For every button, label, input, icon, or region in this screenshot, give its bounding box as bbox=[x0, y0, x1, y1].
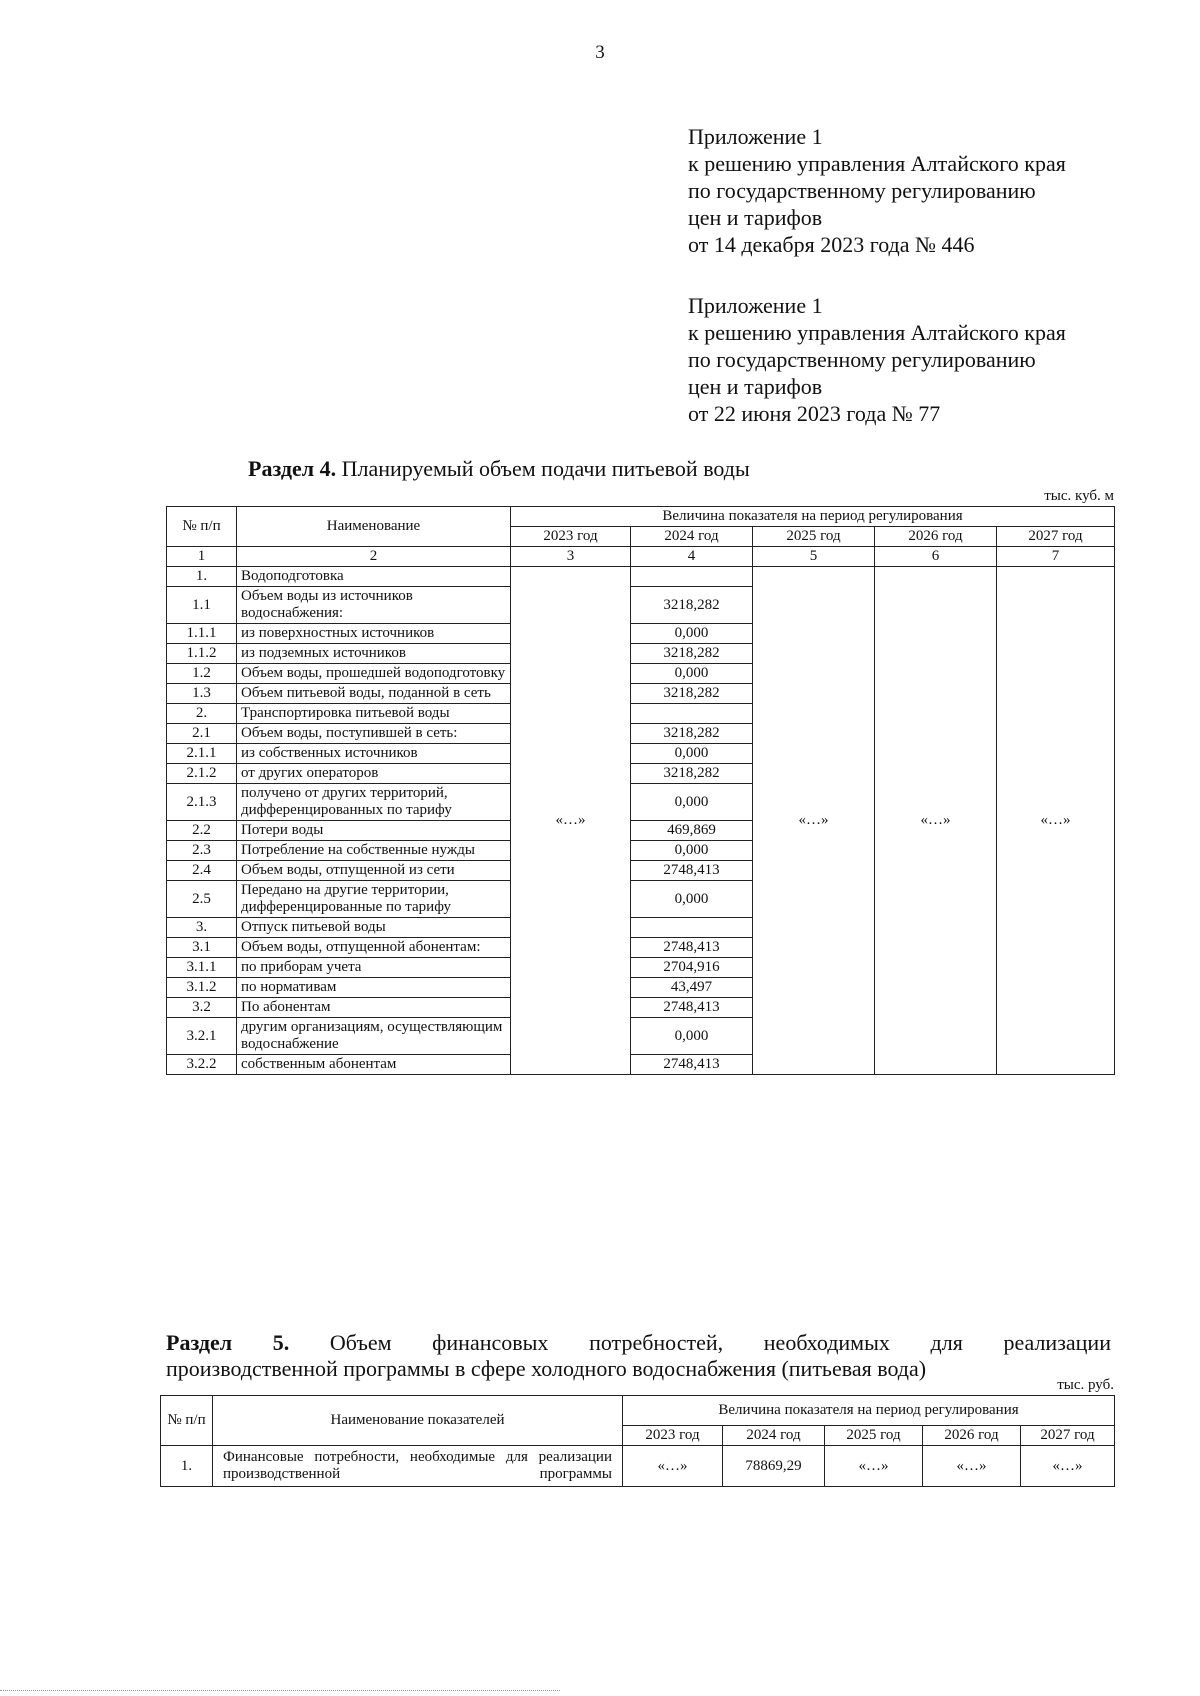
appendix-line: к решению управления Алтайского края bbox=[688, 320, 1066, 345]
section5-title-line2: производственной программы в сфере холодного водоснабжения (питьевая вода) bbox=[166, 1356, 927, 1381]
cell-2023: «…» bbox=[623, 1446, 723, 1487]
row-name: Объем воды из источников водоснабжения: bbox=[237, 587, 511, 624]
header-num: № п/п bbox=[161, 1396, 213, 1446]
header-year: 2023 год bbox=[511, 527, 631, 547]
row-name: Водоподготовка bbox=[237, 567, 511, 587]
column-number: 3 bbox=[511, 547, 631, 567]
header-year: 2025 год bbox=[753, 527, 875, 547]
section5-unit: тыс. руб. bbox=[1057, 1377, 1114, 1393]
cell-2024 bbox=[631, 704, 753, 724]
cell-2024: 2748,413 bbox=[631, 938, 753, 958]
cell-2024: 0,000 bbox=[631, 1018, 753, 1055]
row-num: 2.1.1 bbox=[167, 744, 237, 764]
row-num: 3.1 bbox=[167, 938, 237, 958]
row-num: 3.2.1 bbox=[167, 1018, 237, 1055]
row-num: 3. bbox=[167, 918, 237, 938]
row-name: Финансовые потребности, необходимые для реализации производственной программы bbox=[213, 1446, 623, 1487]
cell-2024: 2748,413 bbox=[631, 998, 753, 1018]
header-year: 2024 год bbox=[631, 527, 753, 547]
header-year: 2025 год bbox=[825, 1426, 923, 1446]
table-row bbox=[161, 1446, 1115, 1487]
appendix-line: от 14 декабря 2023 года № 446 bbox=[688, 232, 975, 257]
row-num: 2.1 bbox=[167, 724, 237, 744]
row-num: 2.1.3 bbox=[167, 784, 237, 821]
row-name: по приборам учета bbox=[237, 958, 511, 978]
appendix-block-2 bbox=[688, 292, 1066, 427]
row-num: 3.2.2 bbox=[167, 1055, 237, 1075]
section4-title-text: Планируемый объем подачи питьевой воды bbox=[336, 456, 750, 481]
row-name: из поверхностных источников bbox=[237, 624, 511, 644]
cell-2024: 469,869 bbox=[631, 821, 753, 841]
cell-2024: 0,000 bbox=[631, 624, 753, 644]
row-name: Объем воды, отпущенной абонентам: bbox=[237, 938, 511, 958]
header-year: 2026 год bbox=[923, 1426, 1021, 1446]
cell-2024: 3218,282 bbox=[631, 587, 753, 624]
cell-2024: 0,000 bbox=[631, 881, 753, 918]
row-name: из подземных источников bbox=[237, 644, 511, 664]
section4-title bbox=[248, 456, 750, 482]
cell-2025: «…» bbox=[825, 1446, 923, 1487]
row-num: 2.4 bbox=[167, 861, 237, 881]
cell-2024: 3218,282 bbox=[631, 724, 753, 744]
cell-2024: 2748,413 bbox=[631, 1055, 753, 1075]
cell-2026: «…» bbox=[923, 1446, 1021, 1487]
row-name: Объем питьевой воды, поданной в сеть bbox=[237, 684, 511, 704]
cell-2024: 2704,916 bbox=[631, 958, 753, 978]
column-number: 7 bbox=[997, 547, 1115, 567]
header-year: 2026 год bbox=[875, 527, 997, 547]
appendix-line: Приложение 1 bbox=[688, 293, 823, 318]
header-year: 2023 год bbox=[623, 1426, 723, 1446]
section4-table bbox=[166, 506, 1115, 1075]
header-num: № п/п bbox=[167, 507, 237, 547]
header-year: 2027 год bbox=[997, 527, 1115, 547]
cell-2024: 0,000 bbox=[631, 784, 753, 821]
row-name: Отпуск питьевой воды bbox=[237, 918, 511, 938]
appendix-block-1 bbox=[688, 123, 1066, 258]
cell-2027-continuation: «…» bbox=[997, 567, 1115, 1075]
column-number: 5 bbox=[753, 547, 875, 567]
row-name: Транспортировка питьевой воды bbox=[237, 704, 511, 724]
row-name: собственным абонентам bbox=[237, 1055, 511, 1075]
section4-title-bold: Раздел 4. bbox=[248, 456, 337, 481]
row-name: получено от других территорий, дифференцированных по тарифу bbox=[237, 784, 511, 821]
row-name: из собственных источников bbox=[237, 744, 511, 764]
column-number: 4 bbox=[631, 547, 753, 567]
row-num: 2. bbox=[167, 704, 237, 724]
column-number: 1 bbox=[167, 547, 237, 567]
row-num: 2.3 bbox=[167, 841, 237, 861]
row-name: Объем воды, прошедшей водоподготовку bbox=[237, 664, 511, 684]
cell-2024: 3218,282 bbox=[631, 764, 753, 784]
cell-2024: 3218,282 bbox=[631, 684, 753, 704]
row-num: 1. bbox=[161, 1446, 213, 1487]
cell-2027: «…» bbox=[1021, 1446, 1115, 1487]
row-num: 1.1.1 bbox=[167, 624, 237, 644]
appendix-line: цен и тарифов bbox=[688, 205, 823, 230]
page-number: 3 bbox=[595, 42, 605, 63]
appendix-line: по государственному регулированию bbox=[688, 347, 1036, 372]
header-year: 2024 год bbox=[723, 1426, 825, 1446]
row-num: 1.1.2 bbox=[167, 644, 237, 664]
row-num: 1.3 bbox=[167, 684, 237, 704]
row-name: по нормативам bbox=[237, 978, 511, 998]
cell-2025-continuation: «…» bbox=[753, 567, 875, 1075]
section5-title-text: Объем финансовых потребностей, необходимых для реализации bbox=[289, 1330, 1111, 1355]
column-number: 6 bbox=[875, 547, 997, 567]
cell-2024: 0,000 bbox=[631, 744, 753, 764]
section5-title-bold: Раздел 5. bbox=[166, 1330, 290, 1355]
section5-title bbox=[166, 1330, 1111, 1382]
cell-2023-continuation: «…» bbox=[511, 567, 631, 1075]
row-name: Потребление на собственные нужды bbox=[237, 841, 511, 861]
row-num: 1. bbox=[167, 567, 237, 587]
row-num: 2.1.2 bbox=[167, 764, 237, 784]
section5-title-line1 bbox=[166, 1330, 1111, 1356]
cell-2024: 78869,29 bbox=[723, 1446, 825, 1487]
appendix-line: к решению управления Алтайского края bbox=[688, 151, 1066, 176]
row-name: Объем воды, поступившей в сеть: bbox=[237, 724, 511, 744]
row-num: 1.2 bbox=[167, 664, 237, 684]
header-name: Наименование bbox=[237, 507, 511, 547]
cell-2024: 43,497 bbox=[631, 978, 753, 998]
cell-2024: 0,000 bbox=[631, 841, 753, 861]
appendix-line: цен и тарифов bbox=[688, 374, 823, 399]
row-name: от других операторов bbox=[237, 764, 511, 784]
scan-edge-artifact bbox=[0, 1690, 560, 1691]
row-num: 3.1.2 bbox=[167, 978, 237, 998]
section4-unit: тыс. куб. м bbox=[1044, 488, 1114, 504]
appendix-line: от 22 июня 2023 года № 77 bbox=[688, 401, 941, 426]
row-num: 2.5 bbox=[167, 881, 237, 918]
header-period: Величина показателя на период регулирования bbox=[511, 507, 1115, 527]
column-number: 2 bbox=[237, 547, 511, 567]
table-row bbox=[167, 567, 1115, 587]
row-num: 2.2 bbox=[167, 821, 237, 841]
appendix-line: Приложение 1 bbox=[688, 124, 823, 149]
appendix-line: по государственному регулированию bbox=[688, 178, 1036, 203]
cell-2024: 2748,413 bbox=[631, 861, 753, 881]
row-name: другим организациям, осуществляющим водоснабжение bbox=[237, 1018, 511, 1055]
header-name: Наименование показателей bbox=[213, 1396, 623, 1446]
header-year: 2027 год bbox=[1021, 1426, 1115, 1446]
cell-2024 bbox=[631, 567, 753, 587]
cell-2024: 0,000 bbox=[631, 664, 753, 684]
cell-2024: 3218,282 bbox=[631, 644, 753, 664]
row-name: Объем воды, отпущенной из сети bbox=[237, 861, 511, 881]
row-num: 1.1 bbox=[167, 587, 237, 624]
row-num: 3.2 bbox=[167, 998, 237, 1018]
section5-table bbox=[160, 1395, 1115, 1487]
cell-2024 bbox=[631, 918, 753, 938]
row-num: 3.1.1 bbox=[167, 958, 237, 978]
cell-2026-continuation: «…» bbox=[875, 567, 997, 1075]
row-name: По абонентам bbox=[237, 998, 511, 1018]
header-period: Величина показателя на период регулирования bbox=[623, 1396, 1115, 1426]
row-name: Потери воды bbox=[237, 821, 511, 841]
row-name: Передано на другие территории, дифференцированные по тарифу bbox=[237, 881, 511, 918]
